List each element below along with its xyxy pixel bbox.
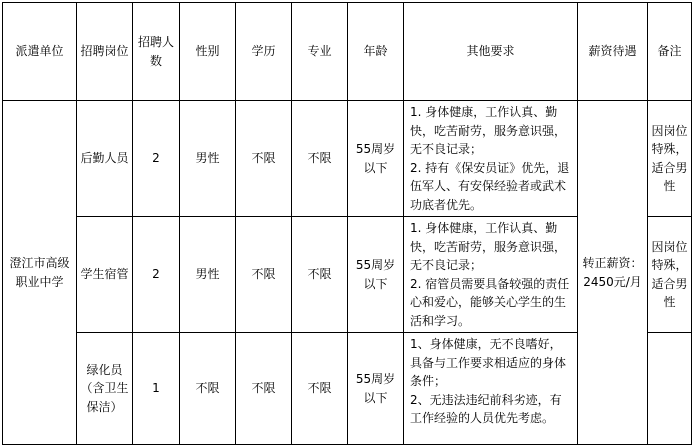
table-row bbox=[3, 101, 692, 217]
header-row bbox=[3, 3, 692, 101]
education-cell: 不限 bbox=[236, 217, 292, 333]
note-cell: 因岗位特殊，适合男性 bbox=[648, 101, 692, 217]
gender-cell: 男性 bbox=[180, 101, 236, 217]
major-cell: 不限 bbox=[292, 333, 348, 445]
header-education: 学历 bbox=[236, 3, 292, 101]
major-cell: 不限 bbox=[292, 217, 348, 333]
requirement-item: 2. 持有《保安员证》优先，退伍军人、有安保经验者或武术功底者优先。 bbox=[410, 160, 570, 212]
education-cell: 不限 bbox=[236, 333, 292, 445]
age-cell: 55周岁以下 bbox=[348, 217, 404, 333]
header-gender: 性别 bbox=[180, 3, 236, 101]
header-unit: 派遣单位 bbox=[3, 3, 77, 101]
age-cell: 55周岁以下 bbox=[348, 333, 404, 445]
requirements-cell bbox=[404, 333, 578, 445]
count-cell: 1 bbox=[133, 333, 180, 445]
requirement-item: 2、无违法违纪前科劣迹，有工作经验的人员优先考虑。 bbox=[410, 392, 562, 425]
gender-cell: 男性 bbox=[180, 217, 236, 333]
position-cell: 后勤人员 bbox=[77, 101, 133, 217]
education-cell: 不限 bbox=[236, 101, 292, 217]
header-requirements: 其他要求 bbox=[404, 3, 578, 101]
unit-cell: 澄江市高级职业中学 bbox=[3, 101, 77, 445]
count-cell: 2 bbox=[133, 101, 180, 217]
major-cell: 不限 bbox=[292, 101, 348, 217]
position-cell: 绿化员（含卫生保洁） bbox=[77, 333, 133, 445]
header-note: 备注 bbox=[648, 3, 692, 101]
requirements-cell bbox=[404, 101, 578, 217]
salary-cell: 转正薪资：2450元/月 bbox=[578, 101, 648, 445]
requirement-item: 1、身体健康，无不良嗜好，具备与工作要求相适应的身体条件； bbox=[410, 337, 567, 388]
header-position: 招聘岗位 bbox=[77, 3, 133, 101]
gender-cell: 不限 bbox=[180, 333, 236, 445]
position-cell: 学生宿管 bbox=[77, 217, 133, 333]
age-cell: 55周岁以下 bbox=[348, 101, 404, 217]
requirement-item: 1. 身体健康，工作认真、勤快，吃苦耐劳，服务意识强，无不良记录； bbox=[410, 105, 567, 156]
requirement-item: 2. 宿管员需要具备较强的责任心和爱心，能够关心学生的生活和学习。 bbox=[410, 276, 570, 328]
header-major: 专业 bbox=[292, 3, 348, 101]
recruitment-table bbox=[2, 2, 692, 445]
requirement-item: 1. 身体健康，工作认真、勤快，吃苦耐劳，服务意识强，无不良记录； bbox=[410, 221, 567, 272]
note-cell bbox=[648, 333, 692, 445]
header-salary: 薪资待遇 bbox=[578, 3, 648, 101]
note-cell: 因岗位特殊，适合男性 bbox=[648, 217, 692, 333]
header-count: 招聘人数 bbox=[133, 3, 180, 101]
count-cell: 2 bbox=[133, 217, 180, 333]
header-age: 年龄 bbox=[348, 3, 404, 101]
requirements-cell bbox=[404, 217, 578, 333]
